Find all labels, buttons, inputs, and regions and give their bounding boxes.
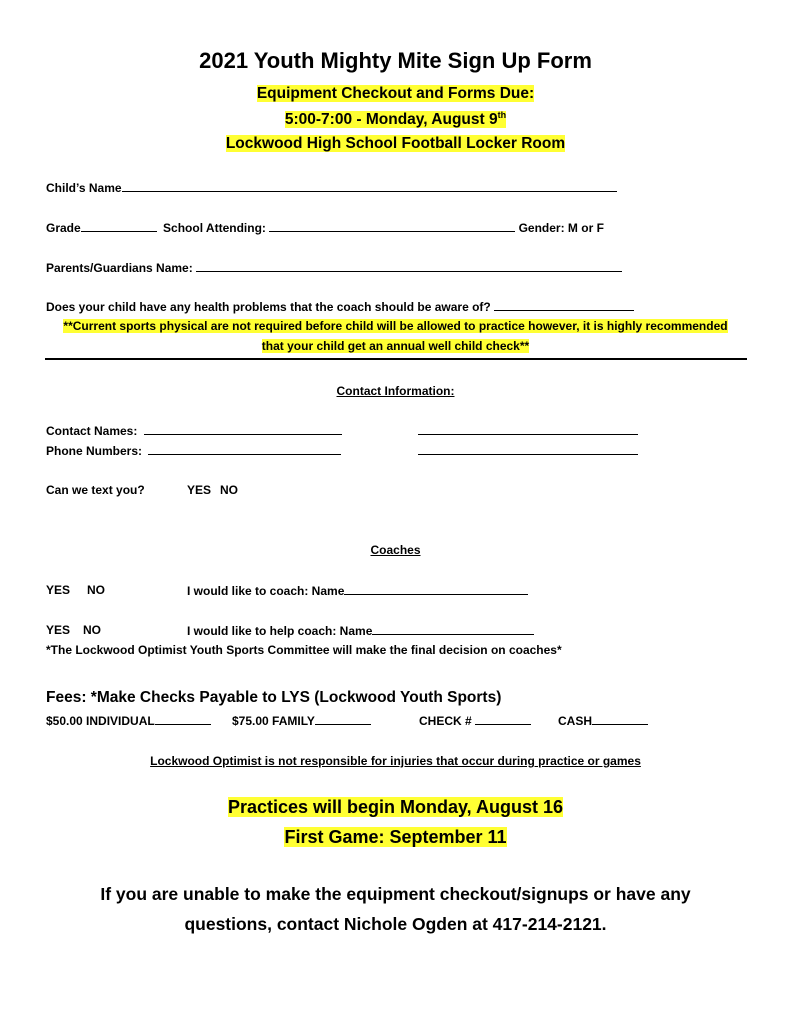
grade-row	[46, 220, 604, 235]
school-label: School Attending:	[163, 221, 266, 235]
child-name-label: Child’s Name	[46, 181, 122, 195]
first-game-row	[0, 827, 791, 848]
help-coach-name-field[interactable]	[372, 623, 534, 635]
committee-note: *The Lockwood Optimist Youth Sports Committee will make the final decision on coaches*	[46, 643, 562, 657]
gender-label: Gender: M or F	[518, 221, 604, 235]
help-coach-label: I would like to help coach: Name	[187, 624, 373, 638]
physical-note-line1: **Current sports physical are not required before child will be allowed to practice however, it is highly recommended	[63, 319, 728, 333]
help-yes-option[interactable]: YES	[46, 623, 71, 637]
child-name-field[interactable]	[122, 180, 617, 192]
grade-label: Grade	[46, 221, 81, 235]
phone-field-2-wrap	[418, 443, 638, 458]
fee-check-label: CHECK #	[419, 714, 472, 728]
fee-check-row	[419, 713, 531, 728]
footer-line-1: If you are unable to make the equipment checkout/signups or have any	[100, 884, 691, 904]
contact-name-field-2[interactable]	[418, 423, 638, 435]
coaches-heading: Coaches	[370, 543, 421, 557]
phone-field-2[interactable]	[418, 443, 638, 455]
fee-individual-field[interactable]	[155, 713, 211, 725]
parents-row	[46, 260, 622, 275]
coaches-heading-row	[0, 543, 791, 557]
contact-name-field-2-wrap	[418, 423, 638, 438]
fee-check-field[interactable]	[475, 713, 531, 725]
text-yes-option[interactable]: YES	[187, 483, 212, 497]
fee-individual-row	[46, 713, 211, 728]
phone-numbers-label: Phone Numbers:	[46, 444, 143, 458]
fee-family-field[interactable]	[315, 713, 371, 725]
fee-family-label: $75.00 FAMILY	[232, 714, 315, 728]
page-title: 2021 Youth Mighty Mite Sign Up Form	[199, 48, 592, 73]
fee-cash-field[interactable]	[592, 713, 648, 725]
disclaimer-row	[0, 754, 791, 768]
contact-name-field-1[interactable]	[144, 423, 342, 435]
child-name-row	[46, 180, 617, 195]
physical-note-line2: that your child get an annual well child check**	[261, 339, 530, 353]
contact-names-row	[46, 423, 342, 438]
health-label: Does your child have any health problems that the coach should be aware of?	[46, 300, 491, 314]
grade-field[interactable]	[81, 220, 157, 232]
coach-name-field[interactable]	[344, 583, 528, 595]
help-no-option[interactable]: NO	[83, 623, 101, 637]
parents-field[interactable]	[196, 260, 622, 272]
due-heading-row	[0, 85, 791, 103]
first-game: First Game: September 11	[284, 827, 507, 847]
coach-label: I would like to coach: Name	[187, 584, 345, 598]
due-time-row	[0, 110, 791, 129]
phone-numbers-row	[46, 443, 341, 458]
health-field[interactable]	[494, 299, 634, 311]
footer-line-2: questions, contact Nichole Ogden at 417-214-2121.	[184, 914, 607, 934]
contact-names-label: Contact Names:	[46, 424, 138, 438]
health-row	[46, 299, 634, 314]
coach-yes-option[interactable]: YES	[46, 583, 71, 597]
physical-note-row-1	[0, 319, 791, 333]
phone-field-1[interactable]	[148, 443, 341, 455]
fees-heading: Fees: *Make Checks Payable to LYS (Lockwood Youth Sports)	[46, 689, 502, 706]
disclaimer: Lockwood Optimist is not responsible for injuries that occur during practice or games	[150, 754, 641, 768]
section-divider	[45, 358, 747, 360]
parents-label: Parents/Guardians Name:	[46, 261, 193, 275]
location: Lockwood High School Football Locker Room	[225, 135, 566, 152]
school-field[interactable]	[269, 220, 515, 232]
due-heading: Equipment Checkout and Forms Due:	[256, 85, 535, 102]
fee-cash-label: CASH	[558, 714, 593, 728]
location-row	[0, 135, 791, 153]
text-no-option[interactable]: NO	[220, 483, 238, 497]
contact-heading-row	[0, 384, 791, 398]
coach-no-option[interactable]: NO	[87, 583, 105, 597]
fee-family-row	[232, 713, 371, 728]
practices-start: Practices will begin Monday, August 16	[227, 797, 564, 817]
physical-note-row-2	[0, 339, 791, 353]
fee-cash-row	[558, 713, 648, 728]
text-question: Can we text you?	[46, 483, 145, 497]
fee-individual-label: $50.00 INDIVIDUAL	[46, 714, 155, 728]
coach-row	[187, 583, 528, 598]
due-time: 5:00-7:00 - Monday, August 9th	[284, 110, 507, 129]
help-coach-row	[187, 623, 534, 638]
practices-row	[0, 797, 791, 818]
contact-heading: Contact Information:	[336, 384, 455, 398]
